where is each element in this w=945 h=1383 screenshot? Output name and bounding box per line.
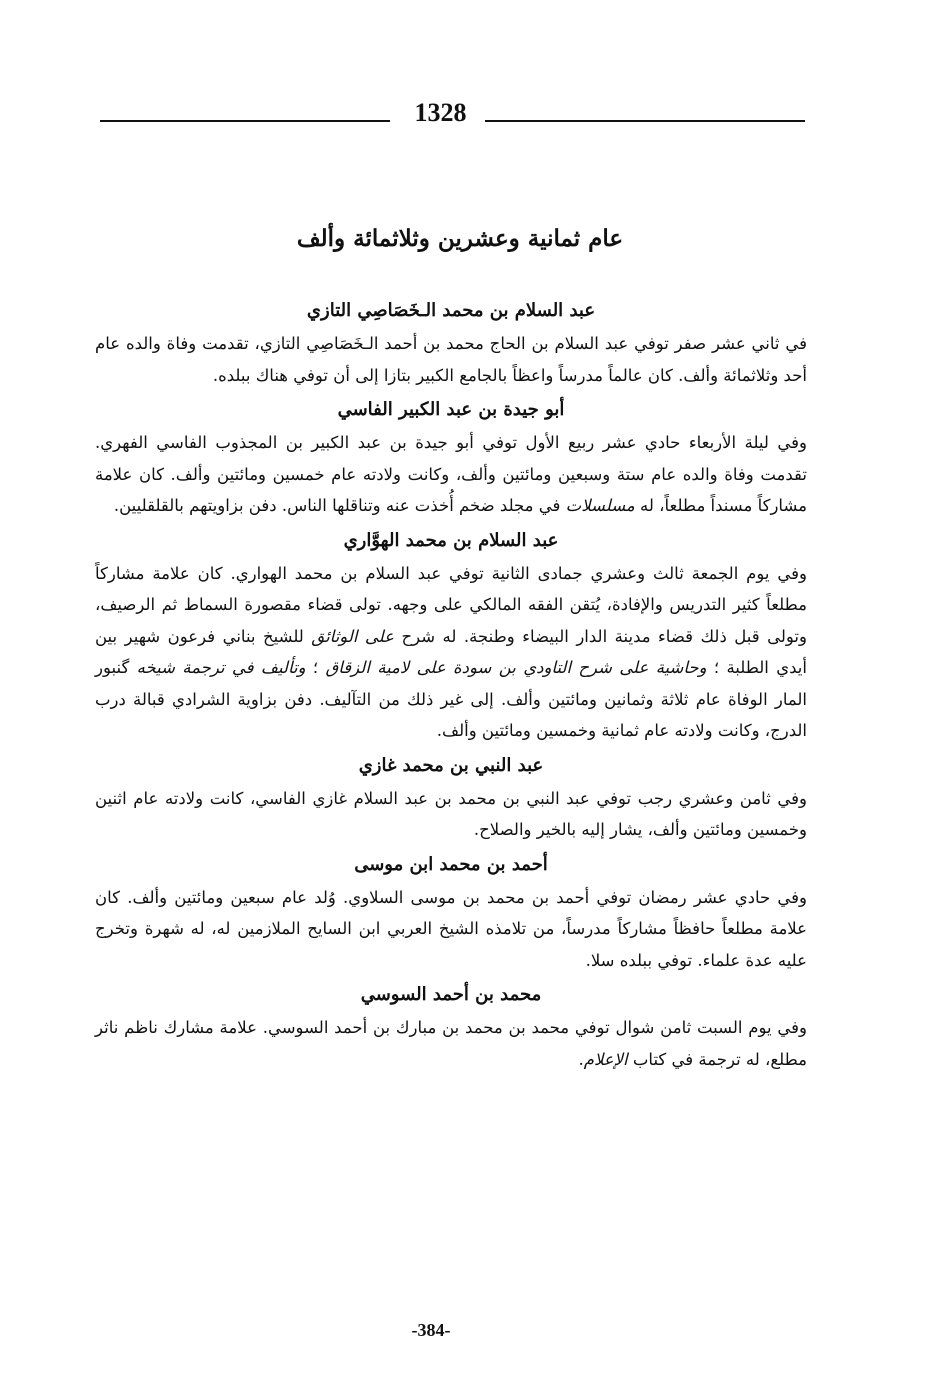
page-number: -384- <box>411 1320 451 1340</box>
entry-name: أحمد بن محمد ابن موسى <box>354 853 548 875</box>
entry-text: وفي ثامن وعشري رجب توفي عبد النبي بن محمد بن عبد السلام غازي الفاسي، كانت ولادته عام اثنين وخمسين ومائتين وألف، يشار إليه بالخير والصلاح. <box>95 788 807 839</box>
book-title: على الوثائق <box>311 626 394 646</box>
entry-text: گنبور المار الوفاة عام ثلاثة وثمانين ومائتين وألف. إلى غير ذلك من التآليف. دفن بزاوية الشرادي قبالة درب الدرج، وكانت ولادته عام ثمانية وخمسين ومائتين وألف. <box>95 658 807 740</box>
header-rule-left <box>100 120 390 122</box>
entry-text: وفي ليلة الأربعاء حادي عشر ربيع الأول توفي أبو جيدة بن عبد الكبير بن المجذوب الفاسي الفهري. تقدمت وفاة والده عام ستة وسبعين ومائتين وألف، وكانت ولادته عام خمسين ومائتين وألف. كان علامة مشاركاً مسنداً مطلعاً، له <box>95 433 807 515</box>
entry-name: عبد النبي بن محمد غازي <box>358 754 544 776</box>
entry-body <box>95 427 807 522</box>
book-title: الإعلام <box>583 1049 628 1069</box>
entry-body <box>95 783 807 846</box>
entry-body <box>95 558 807 747</box>
entry-text: في ثاني عشر صفر توفي عبد السلام بن الحاج محمد بن أحمد الـخَصَاصِي التازي، تقدمت وفاة والده عام أحد وثلاثمائة وألف. كان عالماً مدرساً واعظاً بالجامع الكبير بتازا إلى أن توفي هناك ببلده. <box>95 334 807 385</box>
entry-text: للشيخ بناني فرعون شهير بين أيدي الطلبة ؛ <box>95 626 807 677</box>
entry-text: وفي يوم الجمعة ثالث وعشري جمادى الثانية توفي عبد السلام بن محمد الهواري. كان علامة مشاركاً مطلعاً كثير التدريس والإفادة، يُتقن الفقه المالكي على وجهه. تولى قضاء مقصورة السماط ثم الرصيف، وتولى قبل ذلك قضاء مدينة الدار البيضاء وطنجة. له شرح <box>95 563 807 646</box>
book-title: مسلسلات <box>565 496 635 515</box>
entry-text: وفي يوم السبت ثامن شوال توفي محمد بن محمد بن مبارك بن أحمد السوسي. علامة مشارك ناظم ناثر مطلع، له ترجمة في كتاب <box>95 1018 808 1069</box>
entry-text: في مجلد ضخم أُخذت عنه وتناقلها الناس. دفن بزاويتهم بالقلقليين. <box>113 496 566 515</box>
entry-text: وفي حادي عشر رمضان توفي أحمد بن محمد بن موسى السلاوي. وُلد عام سبعين ومائتين وألف. كان علامة مطلعاً حافظاً مشاركاً مدرساً، من تلامذه الشيخ العربي ابن السايح الملازمين له، له شهرة وتخرج عليه عدة علماء. توفي ببلده سلا. <box>95 887 807 970</box>
book-title: وتأليف في ترجمة شيخه <box>136 658 306 677</box>
year-title: عام ثمانية وعشرين وثلاثمائة وألف <box>296 225 624 253</box>
header-rule-right <box>485 120 805 122</box>
entries-list <box>95 298 807 1081</box>
entry-text: ؛ <box>305 658 326 677</box>
page-header <box>100 98 805 138</box>
entry-body <box>95 328 807 391</box>
book-title: وحاشية على شرح التاودي بن سودة على لامية الزقاق <box>325 658 707 677</box>
entry-name: عبد السلام بن محمد الـخَصَاصِي التازي <box>306 300 596 321</box>
entry-body <box>95 1012 807 1075</box>
year-number: 1328 <box>414 98 467 127</box>
entry-name: أبو جيدة بن عبد الكبير الفاسي <box>337 399 565 420</box>
entry-name: محمد بن أحمد السوسي <box>360 984 542 1005</box>
entry-text: . <box>578 1049 584 1069</box>
entry-body <box>95 882 807 977</box>
entry-name: عبد السلام بن محمد الهوَّاري <box>343 529 559 551</box>
